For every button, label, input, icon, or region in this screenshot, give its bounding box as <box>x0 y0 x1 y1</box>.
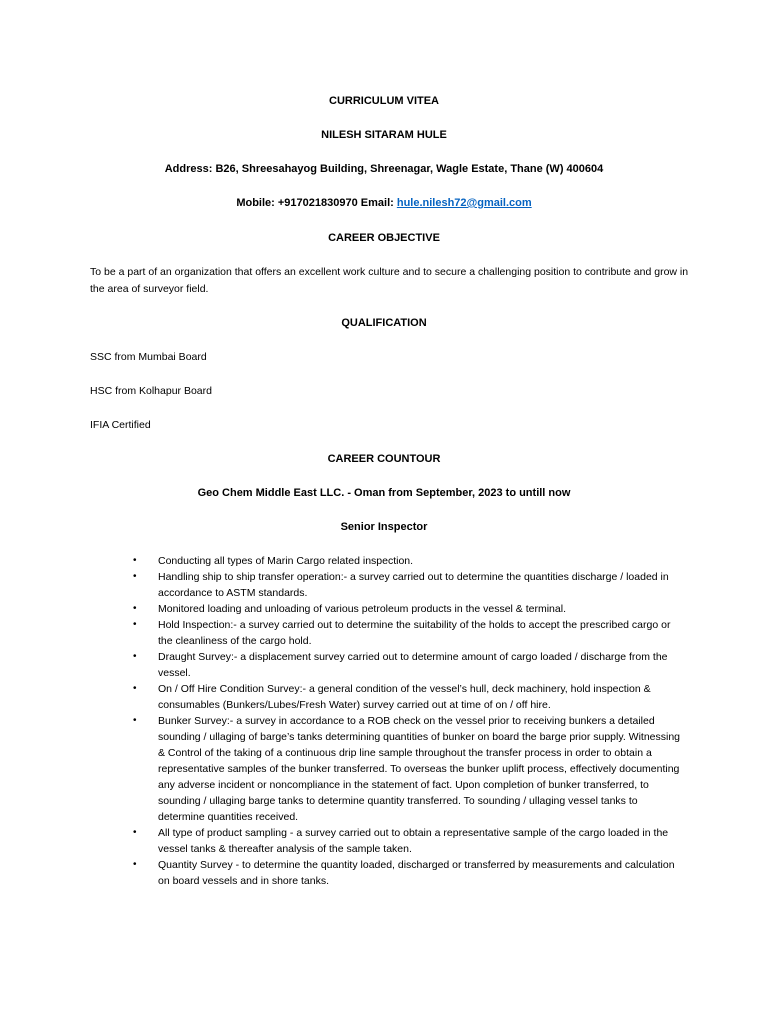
duty-text: Hold Inspection:- a survey carried out to determine the suitability of the holds to accept the prescribed cargo or the cleanliness of the cargo hold. <box>158 619 671 647</box>
list-item <box>90 857 686 889</box>
list-item <box>90 681 686 713</box>
duty-text: Monitored loading and unloading of various petroleum products in the vessel & terminal. <box>158 603 566 615</box>
duty-text: Quantity Survey - to determine the quantity loaded, discharged or transferred by measurements and calculation on board vessels and in shore tanks. <box>158 859 675 887</box>
bullet-icon: • <box>133 715 137 726</box>
bullet-icon: • <box>133 619 137 630</box>
qualification-heading: QUALIFICATION <box>341 317 427 329</box>
career-heading: CAREER COUNTOUR <box>327 453 441 465</box>
duty-text: Bunker Survey:- a survey in accordance to a ROB check on the vessel prior to receiving bunkers a detailed sounding / ullaging of barge’s tanks determining quantities of bunker on board the barge prior supply. Witnessing & Control of the taking of a continuous drip line sample throughout the transfer process in order to obtain a representative samples of the bunker transferred. To overseas the bunker uplift process, effectively documenting any adverse incident or noncompliance in the statement of fact. Upon completion of bunker transferred, to sounding / ullaging barge tanks to determine quantity transferred. To sounding / ullaging vessel tanks to determine quantities received. <box>158 715 681 823</box>
list-item <box>90 553 686 569</box>
bullet-icon: • <box>133 603 137 614</box>
bullet-icon: • <box>133 683 137 694</box>
candidate-name: NILESH SITARAM HULE <box>321 129 447 141</box>
bullet-icon: • <box>133 651 137 662</box>
duty-text: Conducting all types of Marin Cargo related inspection. <box>158 555 414 567</box>
employer-line: Geo Chem Middle East LLC. - Oman from September, 2023 to untill now <box>197 487 571 499</box>
duties-list <box>90 553 686 889</box>
list-item <box>90 713 686 825</box>
bullet-icon: • <box>133 571 137 582</box>
duty-text: Handling ship to ship transfer operation:- a survey carried out to determine the quantities discharge / loaded in accordance to ASTM standards. <box>158 571 669 599</box>
contact-prefix: Mobile: +917021830970 Email: <box>236 197 397 209</box>
duty-text: On / Off Hire Condition Survey:- a general condition of the vessel’s hull, deck machinery, hold inspection & consumables (Bunkers/Lubes/Fresh Water) survey carried out at time of on / off hire. <box>158 683 651 711</box>
list-item <box>90 825 686 857</box>
address-line: Address: B26, Shreesahayog Building, Shreenagar, Wagle Estate, Thane (W) 400604 <box>164 163 604 175</box>
qualification-item-ssc: SSC from Mumbai Board <box>90 351 207 363</box>
list-item <box>90 617 686 649</box>
email-link[interactable]: hule.nilesh72@gmail.com <box>396 197 532 209</box>
list-item <box>90 601 686 617</box>
job-title: Senior Inspector <box>340 521 428 533</box>
career-objective-heading: CAREER OBJECTIVE <box>328 232 440 244</box>
qualification-item-hsc: HSC from Kolhapur Board <box>90 385 212 397</box>
duty-text: Draught Survey:- a displacement survey carried out to determine amount of cargo loaded / discharge from the vessel. <box>158 651 668 679</box>
list-item <box>90 649 686 681</box>
duty-text: All type of product sampling - a survey carried out to obtain a representative sample of the cargo loaded in the vessel tanks & thereafter analysis of the sample taken. <box>158 827 669 855</box>
document-title: CURRICULUM VITEA <box>329 95 439 107</box>
qualification-item-ifia: IFIA Certified <box>90 419 151 431</box>
list-item <box>90 569 686 601</box>
bullet-icon: • <box>133 555 137 566</box>
career-objective-text: To be a part of an organization that offers an excellent work culture and to secure a challenging position to contribute and grow in the area of surveyor field. <box>90 266 689 295</box>
bullet-icon: • <box>133 827 137 838</box>
contact-line <box>0 196 768 210</box>
bullet-icon: • <box>133 859 137 870</box>
